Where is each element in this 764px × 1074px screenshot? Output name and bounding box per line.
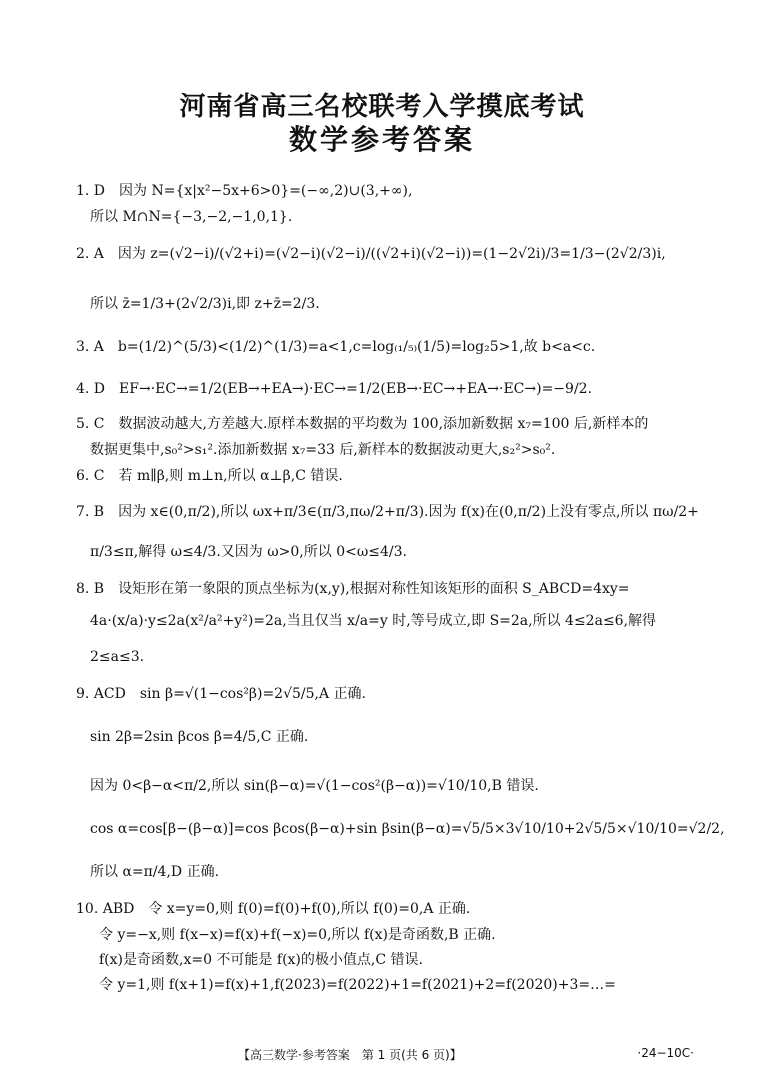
answer-2-line-1: 2. A 因为 z=(√2−i)/(√2+i)=(√2−i)(√2−i)/((√2+i)(√2−i))=(1−2√2i)/3=1/3−(2√2/3)i,: [76, 246, 666, 262]
answer-10-line-1: 10. ABD 令 x=y=0,则 f(0)=f(0)+f(0),所以 f(0)=0,A 正确.: [76, 901, 471, 917]
answer-9-line-3: 因为 0<β−α<π/2,所以 sin(β−α)=√(1−cos²(β−α))=√10/10,B 错误.: [90, 778, 539, 794]
answer-9-line-2: sin 2β=2sin βcos β=4/5,C 正确.: [90, 729, 309, 745]
answer-9-line-4: cos α=cos[β−(β−α)]=cos βcos(β−α)+sin βsin(β−α)=√5/5×3√10/10+2√5/5×√10/10=√2/2,: [90, 821, 725, 837]
answer-1-line-2: 所以 M∩N={−3,−2,−1,0,1}.: [90, 209, 293, 225]
answer-5-line-1: 5. C 数据波动越大,方差越大.原样本数据的平均数为 100,添加新数据 x₇=100 后,新样本的: [76, 416, 649, 432]
answer-2-line-2: 所以 z̄=1/3+(2√2/3)i,即 z+z̄=2/3.: [90, 296, 320, 312]
answer-3: 3. A b=(1/2)^(5/3)<(1/2)^(1/3)=a<1,c=log₍₁/₅₎(1/5)=log₂5>1,故 b<a<c.: [76, 339, 596, 355]
answer-1-line-1: 1. D 因为 N={x|x²−5x+6>0}=(−∞,2)∪(3,+∞),: [76, 183, 413, 199]
document-subtitle: 数学参考答案: [288, 123, 475, 156]
answer-6: 6. C 若 m∥β,则 m⊥n,所以 α⊥β,C 错误.: [76, 468, 343, 484]
footer-page-info: 【高三数学·参考答案 第 1 页(共 6 页)】: [238, 1048, 462, 1062]
answer-7-line-1: 7. B 因为 x∈(0,π/2),所以 ωx+π/3∈(π/3,πω/2+π/3).因为 f(x)在(0,π/2)上没有零点,所以 πω/2+: [76, 504, 699, 520]
answer-7-line-2: π/3≤π,解得 ω≤4/3.又因为 ω>0,所以 0<ω≤4/3.: [90, 544, 407, 560]
answer-4: 4. D EF→·EC→=1/2(EB→+EA→)·EC→=1/2(EB→·EC→+EA→·EC→)=−9/2.: [76, 381, 593, 397]
footer-code: ·24−10C·: [637, 1046, 694, 1060]
answer-10-line-3: f(x)是奇函数,x=0 不可能是 f(x)的极小值点,C 错误.: [99, 952, 423, 968]
answer-8-line-1: 8. B 设矩形在第一象限的顶点坐标为(x,y),根据对称性知该矩形的面积 S_ABCD=4xy=: [76, 581, 630, 597]
answer-10-line-4: 令 y=1,则 f(x+1)=f(x)+1,f(2023)=f(2022)+1=f(2021)+2=f(2020)+3=…=: [99, 977, 616, 993]
answer-8-line-3: 2≤a≤3.: [90, 649, 145, 665]
answer-9-line-1: 9. ACD sin β=√(1−cos²β)=2√5/5,A 正确.: [76, 686, 367, 702]
answer-8-line-2: 4a·(x/a)·y≤2a(x²/a²+y²)=2a,当且仅当 x/a=y 时,等号成立,即 S=2a,所以 4≤2a≤6,解得: [90, 613, 657, 629]
document-title: 河南省高三名校联考入学摸底考试: [179, 92, 585, 122]
answer-9-line-5: 所以 α=π/4,D 正确.: [90, 864, 220, 880]
answer-5-line-2: 数据更集中,s₀²>s₁².添加新数据 x₇=33 后,新样本的数据波动更大,s₂²>s₀².: [90, 442, 556, 458]
answer-10-line-2: 令 y=−x,则 f(x−x)=f(x)+f(−x)=0,所以 f(x)是奇函数,B 正确.: [99, 927, 496, 943]
